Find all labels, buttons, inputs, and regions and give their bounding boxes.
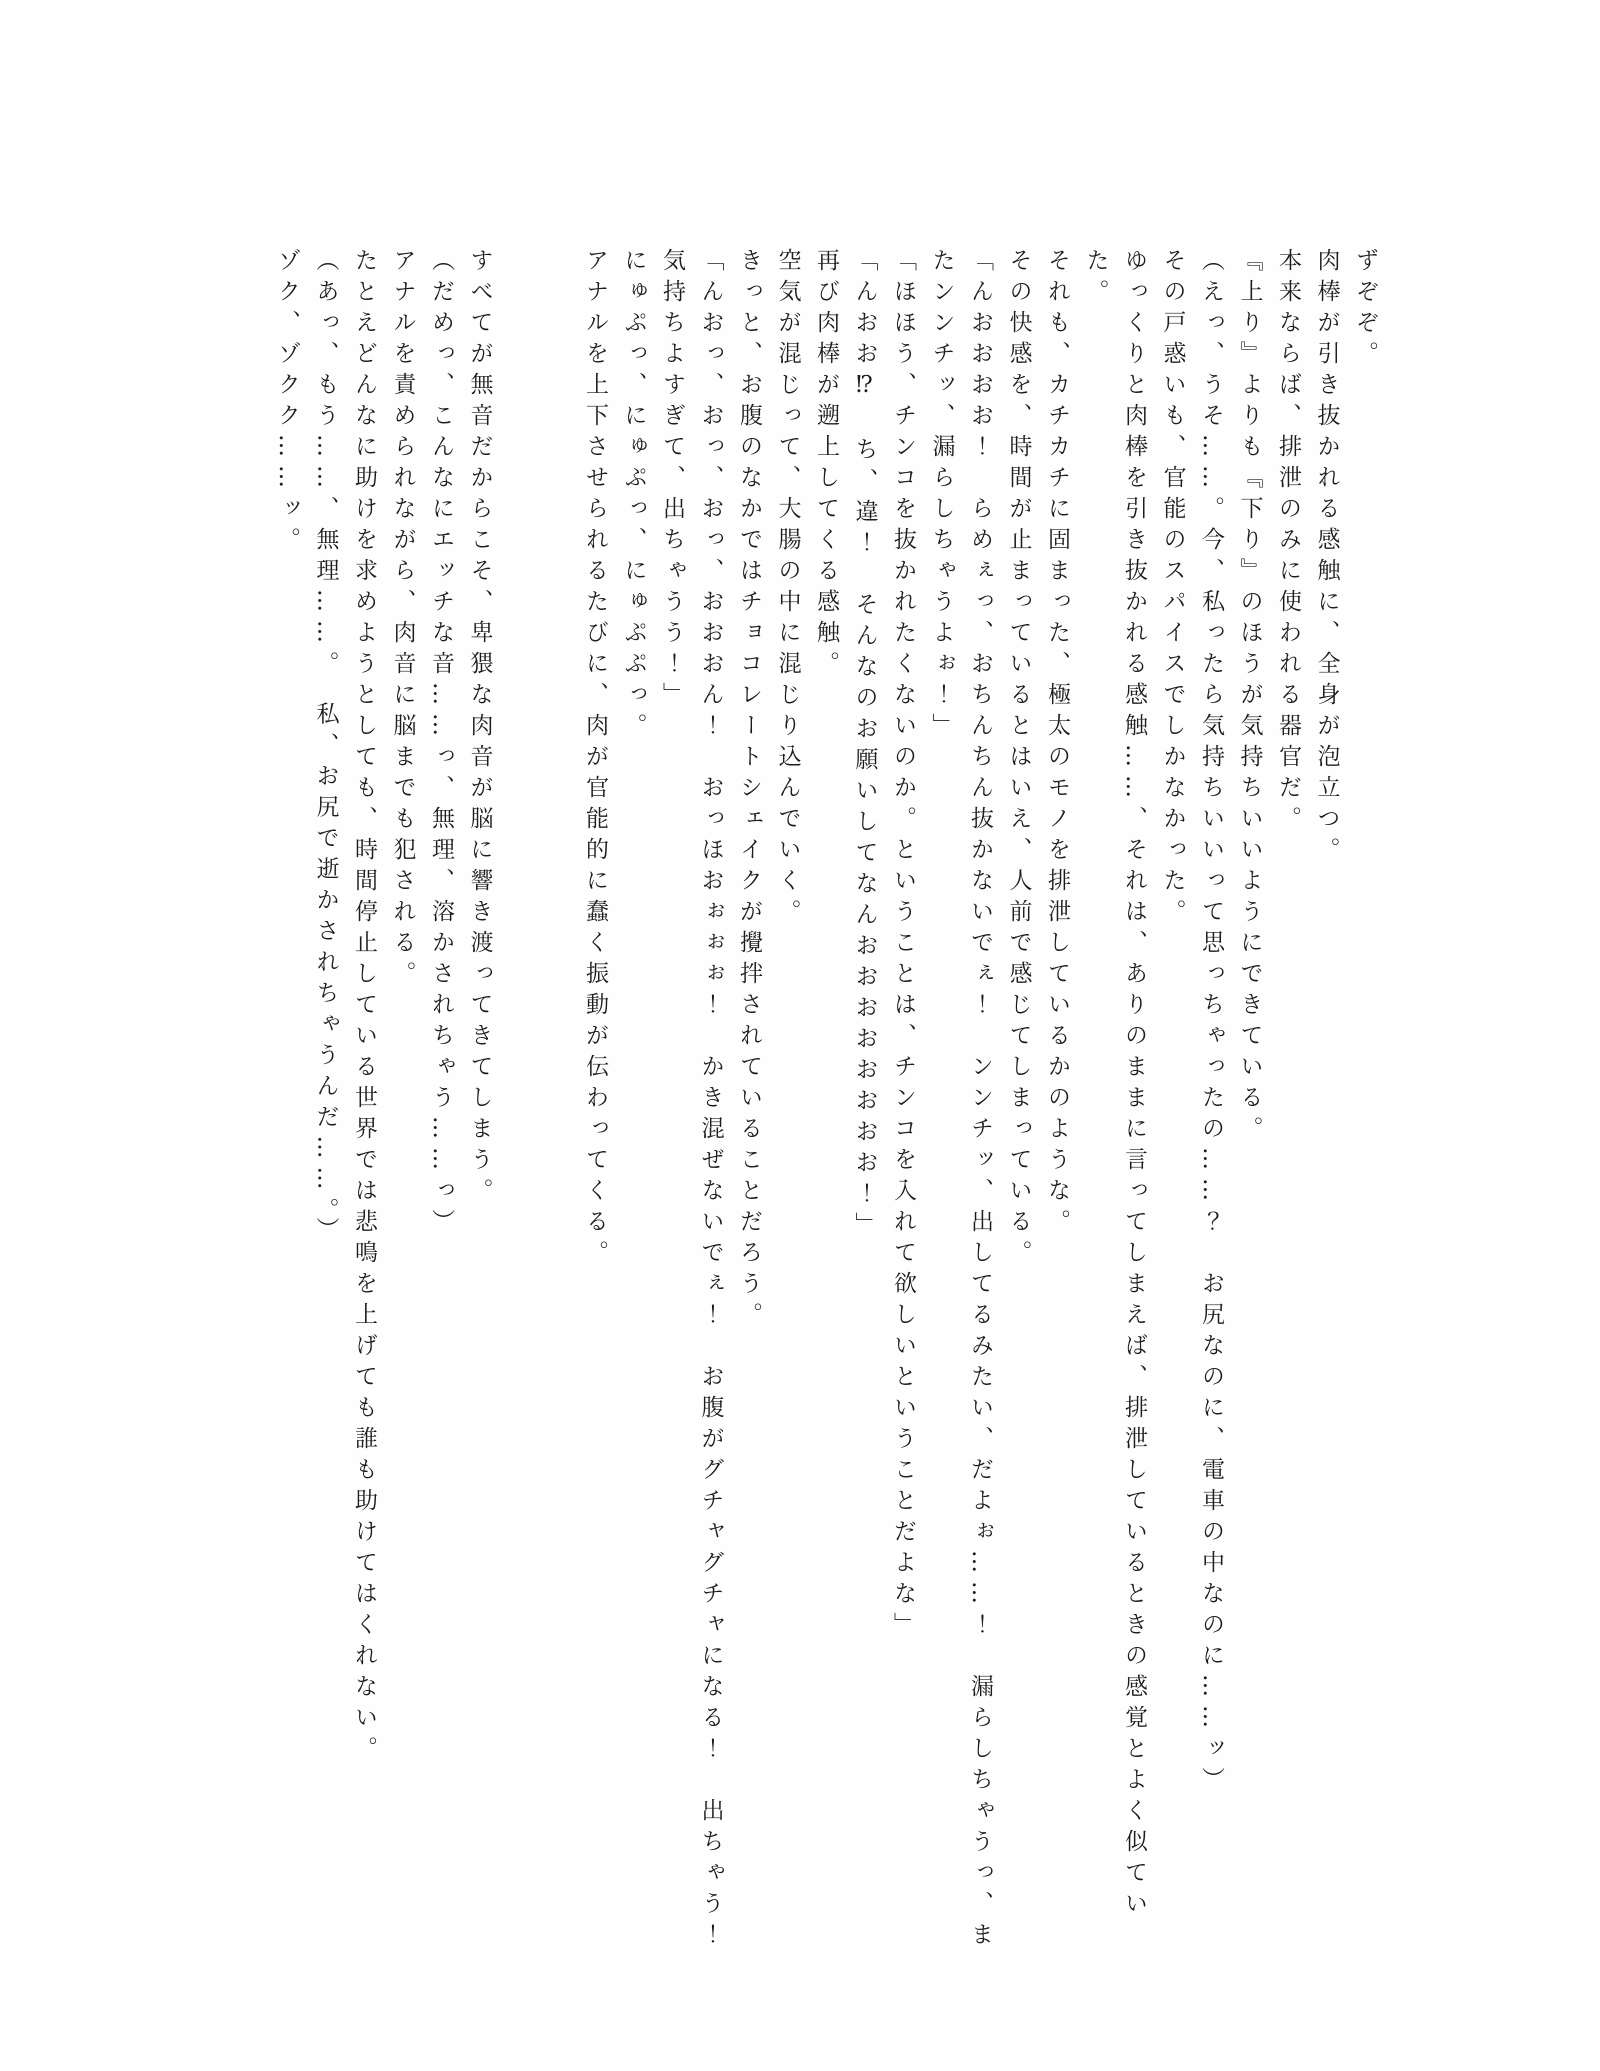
text-column-blank [537, 248, 576, 2028]
text-column: ずぞぞ。 [1352, 248, 1378, 372]
text-column: （だめっ、こんなにエッチな音……っ、無理、溶かされちゃう……っ） [428, 248, 454, 1240]
text-column: たンンチッ、漏らしちゃうよぉ！」 [928, 248, 955, 744]
text-column: すべてが無音だからこそ、卑猥な肉音が脳に響き渡ってきてしまう。 [466, 248, 493, 1209]
text-column-blank [499, 248, 538, 2028]
text-column: （あっ、もう……、無理……。 私、お尻で逝かされちゃうんだ……。） [312, 248, 339, 1248]
text-column: 気持ちよすぎて、出ちゃうう！」 [659, 248, 685, 713]
text-column: 再び肉棒が遡上してくる感触。 [813, 248, 839, 682]
text-column: 本来ならば、排泄のみに使われる器官だ。 [1275, 248, 1301, 837]
text-column: （えっ、うそ……。今、私ったら気持ちいいって思っちゃったの……？ お尻なのに、電車の中なのに……ッ） [1198, 248, 1224, 1798]
text-column: た。 [1082, 248, 1109, 310]
text-column: きっと、お腹のなかではチョコレートシェイクが攪拌されていることだろう。 [736, 248, 762, 1333]
text-column: 「ほほう、チンコを抜かれたくないのか。ということは、チンコを入れて欲しいということだよな」 [890, 248, 916, 1643]
text-column: 『上り』よりも『下り』のほうが気持ちいいようにできている。 [1236, 248, 1263, 1147]
page-text [268, 248, 1385, 2028]
text-column: それも、カチカチに固まった、極太のモノを排泄しているかのような。 [1044, 248, 1070, 1240]
text-column: アナルを責められながら、肉音に脳までも犯される。 [389, 248, 416, 992]
text-column: 「んおっ、おっ、おっ、おおおん！ おっほおぉぉぉ！ かき混ぜないでぇ！ お腹がグチャグチャになる！ 出ちゃう！ [697, 248, 724, 1953]
text-column: ゆっくりと肉棒を引き抜かれる感触……、それは、ありのままに言ってしまえば、排泄しているときの感覚とよく似てい [1121, 248, 1147, 1922]
text-column: ゾク、ゾクク……ッ。 [274, 248, 300, 558]
text-column: アナルを上下させられるたびに、肉が官能的に蠢く振動が伝わってくる。 [582, 248, 608, 1271]
text-column: たとえどんなに助けを求めようとしても、時間停止している世界では悲鳴を上げても誰も助けてはくれない。 [351, 248, 377, 1767]
text-column: 「んおおおお！ らめぇっ、おちんちん抜かないでぇ！ ンンチッ、出してるみたい、だよぉ……！ 漏らしちゃうっ、ま [967, 248, 993, 1953]
text-column: その快感を、時間が止まっているとはいえ、人前で感じてしまっている。 [1005, 248, 1032, 1271]
text-column: 肉棒が引き抜かれる感触に、全身が泡立つ。 [1313, 248, 1340, 868]
text-column: 「んおお⁉ ち、違！ そんなのお願いしてなんおおおおおおおお！」 [851, 248, 878, 1243]
text-column: 空気が混じって、大腸の中に混じり込んでいく。 [774, 248, 801, 930]
text-column: その戸惑いも、官能のスパイスでしかなかった。 [1159, 248, 1186, 930]
text-column: にゅぷっ、にゅぷっ、にゅぷぷっ。 [620, 248, 647, 744]
